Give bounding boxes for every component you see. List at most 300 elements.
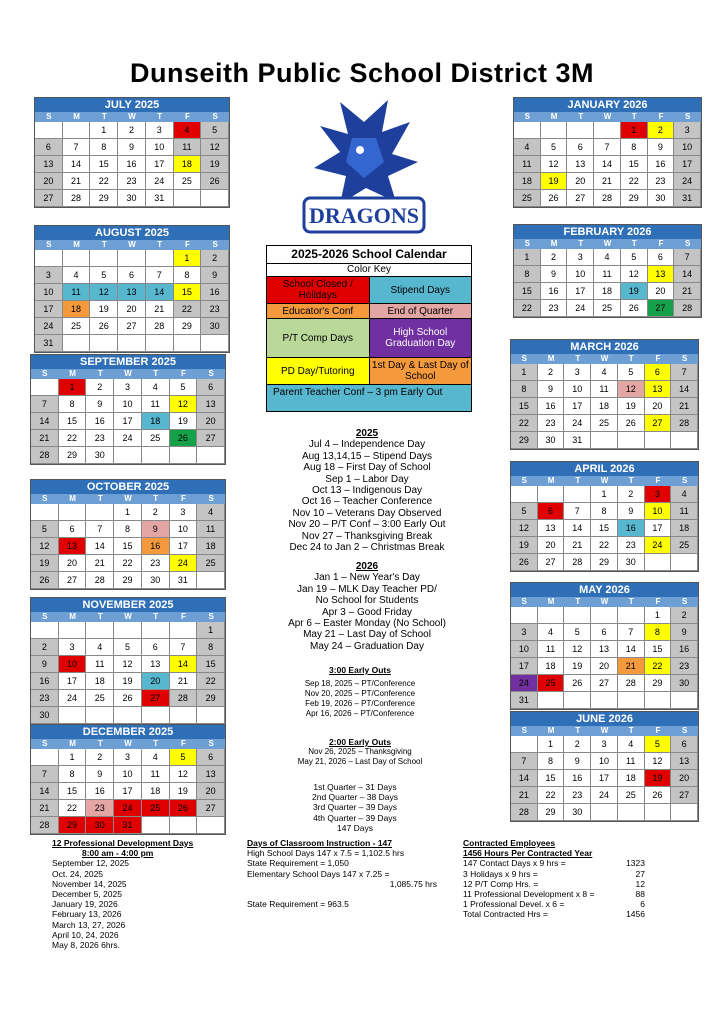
day-cell: 8 bbox=[511, 381, 538, 398]
calendar-nov bbox=[30, 597, 226, 725]
day-cell: 20 bbox=[591, 658, 618, 675]
day-cell: 22 bbox=[511, 415, 538, 432]
day-cell: 9 bbox=[541, 266, 568, 283]
day-cell: 20 bbox=[671, 770, 698, 787]
day-cell: 4 bbox=[142, 379, 170, 396]
day-cell: 31 bbox=[564, 432, 591, 449]
empty-cell bbox=[90, 335, 118, 352]
day-cell: 22 bbox=[591, 537, 618, 554]
day-cell: 13 bbox=[197, 396, 225, 413]
day-cell: 10 bbox=[146, 139, 174, 156]
day-cell: 21 bbox=[63, 173, 91, 190]
day-cell: 18 bbox=[618, 770, 645, 787]
day-cell: 17 bbox=[564, 398, 591, 415]
day-cell: 15 bbox=[645, 641, 672, 658]
day-cell: 30 bbox=[671, 675, 698, 692]
early3-line: Feb 19, 2026 – PT/Conference bbox=[305, 699, 415, 708]
day-cell: 29 bbox=[174, 318, 202, 335]
calendar-jan bbox=[513, 97, 702, 208]
weekday-label: W bbox=[114, 612, 142, 622]
day-cell: 4 bbox=[618, 736, 645, 753]
month-header: JANUARY 2026 bbox=[514, 98, 701, 112]
weekday-label: F bbox=[174, 112, 202, 122]
day-cell: 23 bbox=[618, 537, 645, 554]
pd-title: 12 Professional Development Days bbox=[52, 838, 194, 848]
month-grid bbox=[514, 112, 701, 207]
day-cell: 2 bbox=[86, 379, 114, 396]
contract-row bbox=[463, 899, 653, 909]
day-cell: 22 bbox=[59, 800, 87, 817]
day-cell: 1 bbox=[197, 622, 225, 639]
empty-cell bbox=[541, 122, 568, 139]
calendar-title: 2025-2026 School Calendar bbox=[267, 246, 471, 264]
instruction-days bbox=[247, 838, 437, 909]
quarters-line: 2nd Quarter – 38 Days bbox=[312, 792, 398, 803]
day-cell: 1 bbox=[59, 379, 87, 396]
day-cell: 7 bbox=[671, 364, 698, 381]
day-cell: 9 bbox=[31, 656, 59, 673]
contract-value: 27 bbox=[635, 868, 645, 879]
contract-row bbox=[463, 909, 653, 919]
day-cell: 9 bbox=[538, 381, 565, 398]
holidays_2025-line: Nov 27 – Thanksgiving Break bbox=[301, 530, 433, 542]
weekday-label: T bbox=[142, 494, 170, 504]
day-cell: 9 bbox=[564, 753, 591, 770]
weekday-label: T bbox=[564, 597, 591, 607]
empty-cell bbox=[142, 817, 170, 834]
day-cell: 27 bbox=[538, 554, 565, 571]
day-cell: 12 bbox=[511, 520, 538, 537]
day-cell: 12 bbox=[201, 139, 229, 156]
day-cell: 4 bbox=[86, 639, 114, 656]
day-cell: 3 bbox=[674, 122, 701, 139]
day-cell: 8 bbox=[114, 521, 142, 538]
day-cell: 17 bbox=[114, 783, 142, 800]
day-cell: 25 bbox=[86, 690, 114, 707]
day-cell: 28 bbox=[674, 300, 701, 317]
day-cell: 1 bbox=[514, 249, 541, 266]
holidays_2026-line: May 21 – Last Day of School bbox=[303, 629, 431, 641]
empty-cell bbox=[142, 707, 170, 724]
weekday-label: S bbox=[514, 239, 541, 249]
weekday-label: M bbox=[541, 112, 568, 122]
weekday-label: S bbox=[197, 739, 225, 749]
key-graduation: High School Graduation Day bbox=[370, 319, 472, 357]
day-cell: 19 bbox=[170, 413, 198, 430]
day-cell: 3 bbox=[59, 639, 87, 656]
quarters-line: 4th Quarter – 39 Days bbox=[313, 812, 397, 823]
day-cell: 5 bbox=[621, 249, 648, 266]
day-cell: 11 bbox=[63, 284, 91, 301]
weekday-label: F bbox=[645, 476, 672, 486]
weekday-label: M bbox=[59, 494, 87, 504]
empty-cell bbox=[671, 432, 698, 449]
day-cell: 16 bbox=[142, 538, 170, 555]
weekday-label: T bbox=[567, 112, 594, 122]
day-cell: 19 bbox=[645, 770, 672, 787]
day-cell: 28 bbox=[86, 572, 114, 589]
day-cell: 23 bbox=[564, 787, 591, 804]
day-cell: 29 bbox=[59, 447, 87, 464]
empty-cell bbox=[564, 607, 591, 624]
empty-cell bbox=[31, 749, 59, 766]
day-cell: 30 bbox=[86, 447, 114, 464]
weekday-label: M bbox=[538, 476, 565, 486]
day-cell: 16 bbox=[201, 284, 229, 301]
day-cell: 10 bbox=[59, 656, 87, 673]
day-cell: 6 bbox=[648, 249, 675, 266]
day-cell: 29 bbox=[59, 817, 87, 834]
day-cell: 29 bbox=[591, 554, 618, 571]
day-cell: 1 bbox=[538, 736, 565, 753]
day-cell: 28 bbox=[511, 804, 538, 821]
day-cell: 26 bbox=[170, 800, 198, 817]
calendar-dec bbox=[30, 724, 226, 835]
day-cell: 12 bbox=[645, 753, 672, 770]
day-cell: 11 bbox=[174, 139, 202, 156]
weekday-label: T bbox=[142, 369, 170, 379]
day-cell: 26 bbox=[541, 190, 568, 207]
weekday-label: S bbox=[31, 739, 59, 749]
day-cell: 20 bbox=[197, 783, 225, 800]
month-grid bbox=[511, 597, 698, 709]
day-cell: 14 bbox=[511, 770, 538, 787]
day-cell: 21 bbox=[674, 283, 701, 300]
calendar-may bbox=[510, 582, 699, 710]
weekday-label: S bbox=[197, 369, 225, 379]
day-cell: 19 bbox=[90, 301, 118, 318]
day-cell: 5 bbox=[170, 379, 198, 396]
month-header: OCTOBER 2025 bbox=[31, 480, 225, 494]
holidays_2025-line: Dec 24 to Jan 2 – Christmas Break bbox=[289, 542, 445, 554]
day-cell: 10 bbox=[114, 396, 142, 413]
day-cell: 8 bbox=[59, 396, 87, 413]
day-cell: 6 bbox=[645, 364, 672, 381]
early-outs-3pm bbox=[270, 665, 450, 719]
day-cell: 1 bbox=[621, 122, 648, 139]
empty-cell bbox=[645, 692, 672, 709]
day-cell: 27 bbox=[591, 675, 618, 692]
day-cell: 25 bbox=[671, 537, 698, 554]
day-cell: 31 bbox=[674, 190, 701, 207]
day-cell: 3 bbox=[35, 267, 63, 284]
empty-cell bbox=[146, 250, 174, 267]
day-cell: 24 bbox=[591, 787, 618, 804]
weekday-label: T bbox=[86, 494, 114, 504]
day-cell: 10 bbox=[567, 266, 594, 283]
day-cell: 26 bbox=[621, 300, 648, 317]
day-cell: 18 bbox=[63, 301, 91, 318]
empty-cell bbox=[538, 607, 565, 624]
empty-cell bbox=[591, 804, 618, 821]
day-cell: 19 bbox=[618, 398, 645, 415]
day-cell: 1 bbox=[90, 122, 118, 139]
day-cell: 5 bbox=[564, 624, 591, 641]
pd.dates-line: February 13, 2026 bbox=[52, 909, 122, 920]
weekday-label: M bbox=[538, 597, 565, 607]
day-cell: 23 bbox=[86, 430, 114, 447]
month-grid bbox=[31, 739, 225, 834]
day-cell: 5 bbox=[90, 267, 118, 284]
day-cell: 17 bbox=[645, 520, 672, 537]
weekday-label: T bbox=[90, 240, 118, 250]
weekday-label: S bbox=[35, 240, 63, 250]
day-cell: 13 bbox=[197, 766, 225, 783]
empty-cell bbox=[35, 122, 63, 139]
key-quarter: End of Quarter bbox=[370, 304, 472, 318]
day-cell: 15 bbox=[511, 398, 538, 415]
day-cell: 14 bbox=[31, 783, 59, 800]
day-cell: 29 bbox=[645, 675, 672, 692]
day-cell: 9 bbox=[671, 624, 698, 641]
day-cell: 2 bbox=[142, 504, 170, 521]
contract-subtitle: 1456 Hours Per Contracted Year bbox=[463, 848, 593, 859]
day-cell: 21 bbox=[31, 800, 59, 817]
month-grid bbox=[35, 240, 229, 352]
day-cell: 7 bbox=[618, 624, 645, 641]
empty-cell bbox=[114, 447, 142, 464]
day-cell: 18 bbox=[514, 173, 541, 190]
day-cell: 24 bbox=[564, 415, 591, 432]
instruction-title: Days of Classroom Instruction - 147 bbox=[247, 838, 393, 848]
day-cell: 24 bbox=[645, 537, 672, 554]
day-cell: 30 bbox=[201, 318, 229, 335]
day-cell: 4 bbox=[671, 486, 698, 503]
day-cell: 22 bbox=[59, 430, 87, 447]
day-cell: 27 bbox=[671, 787, 698, 804]
day-cell: 11 bbox=[671, 503, 698, 520]
day-cell: 10 bbox=[35, 284, 63, 301]
pd.dates-line: September 12, 2025 bbox=[52, 858, 130, 869]
contract-label: 3 Holidays x 9 hrs = bbox=[463, 868, 538, 879]
day-cell: 13 bbox=[59, 538, 87, 555]
day-cell: 20 bbox=[59, 555, 87, 572]
day-cell: 6 bbox=[59, 521, 87, 538]
weekday-label: S bbox=[201, 240, 229, 250]
early3-line: Nov 20, 2025 – PT/Conference bbox=[304, 689, 416, 698]
day-cell: 5 bbox=[645, 736, 672, 753]
early3-line: Apr 16, 2026 – PT/Conference bbox=[305, 709, 415, 718]
key-closed: School Closed / Holidays bbox=[267, 277, 370, 303]
day-cell: 21 bbox=[511, 787, 538, 804]
day-cell: 23 bbox=[671, 658, 698, 675]
day-cell: 23 bbox=[541, 300, 568, 317]
day-cell: 5 bbox=[541, 139, 568, 156]
day-cell: 21 bbox=[564, 537, 591, 554]
day-cell: 24 bbox=[114, 800, 142, 817]
weekday-label: F bbox=[645, 597, 672, 607]
day-cell: 3 bbox=[567, 249, 594, 266]
weekday-label: T bbox=[567, 239, 594, 249]
pd.dates-line: November 14, 2025 bbox=[52, 878, 127, 889]
day-cell: 6 bbox=[35, 139, 63, 156]
empty-cell bbox=[645, 804, 672, 821]
month-header: MARCH 2026 bbox=[511, 340, 698, 354]
holidays_2025-line: Sep 1 – Labor Day bbox=[325, 473, 409, 485]
empty-cell bbox=[59, 707, 87, 724]
day-cell: 2 bbox=[86, 749, 114, 766]
month-header: SEPTEMBER 2025 bbox=[31, 355, 225, 369]
day-cell: 12 bbox=[170, 766, 198, 783]
month-header: JUNE 2026 bbox=[511, 712, 698, 726]
weekday-label: S bbox=[674, 239, 701, 249]
day-cell: 4 bbox=[538, 624, 565, 641]
day-cell: 1 bbox=[59, 749, 87, 766]
day-cell: 13 bbox=[118, 284, 146, 301]
day-cell: 22 bbox=[621, 173, 648, 190]
day-cell: 25 bbox=[594, 300, 621, 317]
empty-cell bbox=[567, 122, 594, 139]
month-header: NOVEMBER 2025 bbox=[31, 598, 225, 612]
empty-cell bbox=[201, 190, 229, 207]
day-cell: 28 bbox=[564, 554, 591, 571]
holidays-2026 bbox=[256, 561, 478, 652]
contract-label: 11 Professional Development x 8 = bbox=[463, 889, 595, 900]
day-cell: 24 bbox=[674, 173, 701, 190]
day-cell: 3 bbox=[645, 486, 672, 503]
day-cell: 2 bbox=[618, 486, 645, 503]
day-cell: 15 bbox=[90, 156, 118, 173]
month-grid bbox=[31, 612, 225, 724]
key-ptc: Parent Teacher Conf – 3 pm Early Out bbox=[267, 385, 471, 411]
holidays_2025-line: Aug 18 – First Day of School bbox=[303, 462, 431, 474]
day-cell: 16 bbox=[86, 783, 114, 800]
weekday-label: W bbox=[591, 597, 618, 607]
day-cell: 23 bbox=[142, 555, 170, 572]
pd.dates-line: Oct. 24, 2025 bbox=[52, 868, 104, 879]
day-cell: 13 bbox=[591, 641, 618, 658]
day-cell: 24 bbox=[146, 173, 174, 190]
day-cell: 19 bbox=[564, 658, 591, 675]
calendar-jun bbox=[510, 711, 699, 822]
month-header: FEBRUARY 2026 bbox=[514, 225, 701, 239]
contract-value: 1456 bbox=[626, 909, 645, 920]
day-cell: 7 bbox=[511, 753, 538, 770]
month-grid bbox=[35, 112, 229, 207]
holidays-2025-heading: 2025 bbox=[355, 428, 379, 439]
day-cell: 18 bbox=[142, 783, 170, 800]
day-cell: 26 bbox=[31, 572, 59, 589]
day-cell: 17 bbox=[59, 673, 87, 690]
weekday-label: W bbox=[114, 494, 142, 504]
day-cell: 8 bbox=[591, 503, 618, 520]
day-cell: 5 bbox=[618, 364, 645, 381]
day-cell: 10 bbox=[591, 753, 618, 770]
day-cell: 28 bbox=[63, 190, 91, 207]
empty-cell bbox=[59, 504, 87, 521]
day-cell: 17 bbox=[567, 283, 594, 300]
pd.dates-line: April 10, 24, 2026 bbox=[52, 929, 119, 940]
day-cell: 17 bbox=[114, 413, 142, 430]
day-cell: 14 bbox=[674, 266, 701, 283]
day-cell: 16 bbox=[618, 520, 645, 537]
day-cell: 18 bbox=[174, 156, 202, 173]
day-cell: 23 bbox=[31, 690, 59, 707]
day-cell: 14 bbox=[564, 520, 591, 537]
instruction-line: State Requirement = 963.5 bbox=[247, 899, 349, 910]
calendar-apr bbox=[510, 461, 699, 572]
contract-row bbox=[463, 869, 653, 879]
weekday-label: F bbox=[170, 494, 198, 504]
day-cell: 17 bbox=[170, 538, 198, 555]
month-header: AUGUST 2025 bbox=[35, 226, 229, 240]
early2-line: May 21, 2026 – Last Day of School bbox=[297, 757, 423, 766]
weekday-label: S bbox=[35, 112, 63, 122]
month-grid bbox=[511, 726, 698, 821]
weekday-label: M bbox=[63, 112, 91, 122]
month-header: APRIL 2026 bbox=[511, 462, 698, 476]
weekday-label: T bbox=[564, 476, 591, 486]
day-cell: 14 bbox=[170, 656, 198, 673]
empty-cell bbox=[63, 250, 91, 267]
day-cell: 20 bbox=[35, 173, 63, 190]
day-cell: 19 bbox=[621, 283, 648, 300]
holidays_2026-line: May 24 – Graduation Day bbox=[310, 640, 424, 652]
day-cell: 27 bbox=[567, 190, 594, 207]
day-cell: 28 bbox=[671, 415, 698, 432]
day-cell: 19 bbox=[511, 537, 538, 554]
empty-cell bbox=[645, 554, 672, 571]
day-cell: 28 bbox=[31, 447, 59, 464]
day-cell: 22 bbox=[514, 300, 541, 317]
day-cell: 31 bbox=[511, 692, 538, 709]
day-cell: 25 bbox=[63, 318, 91, 335]
day-cell: 28 bbox=[170, 690, 198, 707]
weekday-label: S bbox=[671, 597, 698, 607]
day-cell: 25 bbox=[514, 190, 541, 207]
weekday-label: F bbox=[170, 369, 198, 379]
day-cell: 10 bbox=[564, 381, 591, 398]
weekday-label: M bbox=[63, 240, 91, 250]
weekday-label: M bbox=[59, 739, 87, 749]
day-cell: 29 bbox=[197, 690, 225, 707]
empty-cell bbox=[118, 335, 146, 352]
day-cell: 5 bbox=[31, 521, 59, 538]
day-cell: 28 bbox=[31, 817, 59, 834]
pd-days bbox=[52, 838, 232, 950]
day-cell: 19 bbox=[31, 555, 59, 572]
day-cell: 7 bbox=[170, 639, 198, 656]
quarters-line: 3rd Quarter – 39 Days bbox=[312, 802, 398, 813]
empty-cell bbox=[118, 250, 146, 267]
day-cell: 15 bbox=[174, 284, 202, 301]
weekday-label: W bbox=[118, 112, 146, 122]
day-cell: 13 bbox=[35, 156, 63, 173]
weekday-label: S bbox=[671, 726, 698, 736]
day-cell: 15 bbox=[59, 783, 87, 800]
holidays_2026-line: Jan 19 – MLK Day Teacher PD/ bbox=[297, 583, 437, 595]
day-cell: 11 bbox=[594, 266, 621, 283]
day-cell: 14 bbox=[63, 156, 91, 173]
day-cell: 18 bbox=[591, 398, 618, 415]
empty-cell bbox=[170, 707, 198, 724]
holidays-2026-heading: 2026 bbox=[355, 561, 379, 572]
empty-cell bbox=[671, 804, 698, 821]
day-cell: 29 bbox=[511, 432, 538, 449]
day-cell: 23 bbox=[118, 173, 146, 190]
contract-row bbox=[463, 879, 653, 889]
day-cell: 16 bbox=[538, 398, 565, 415]
weekday-label: S bbox=[511, 597, 538, 607]
day-cell: 4 bbox=[174, 122, 202, 139]
empty-cell bbox=[197, 447, 225, 464]
day-cell: 3 bbox=[114, 749, 142, 766]
day-cell: 20 bbox=[567, 173, 594, 190]
day-cell: 23 bbox=[648, 173, 675, 190]
day-cell: 22 bbox=[645, 658, 672, 675]
month-grid bbox=[31, 494, 225, 589]
holidays_2025-line: Oct 13 – Indigenous Day bbox=[311, 485, 423, 497]
